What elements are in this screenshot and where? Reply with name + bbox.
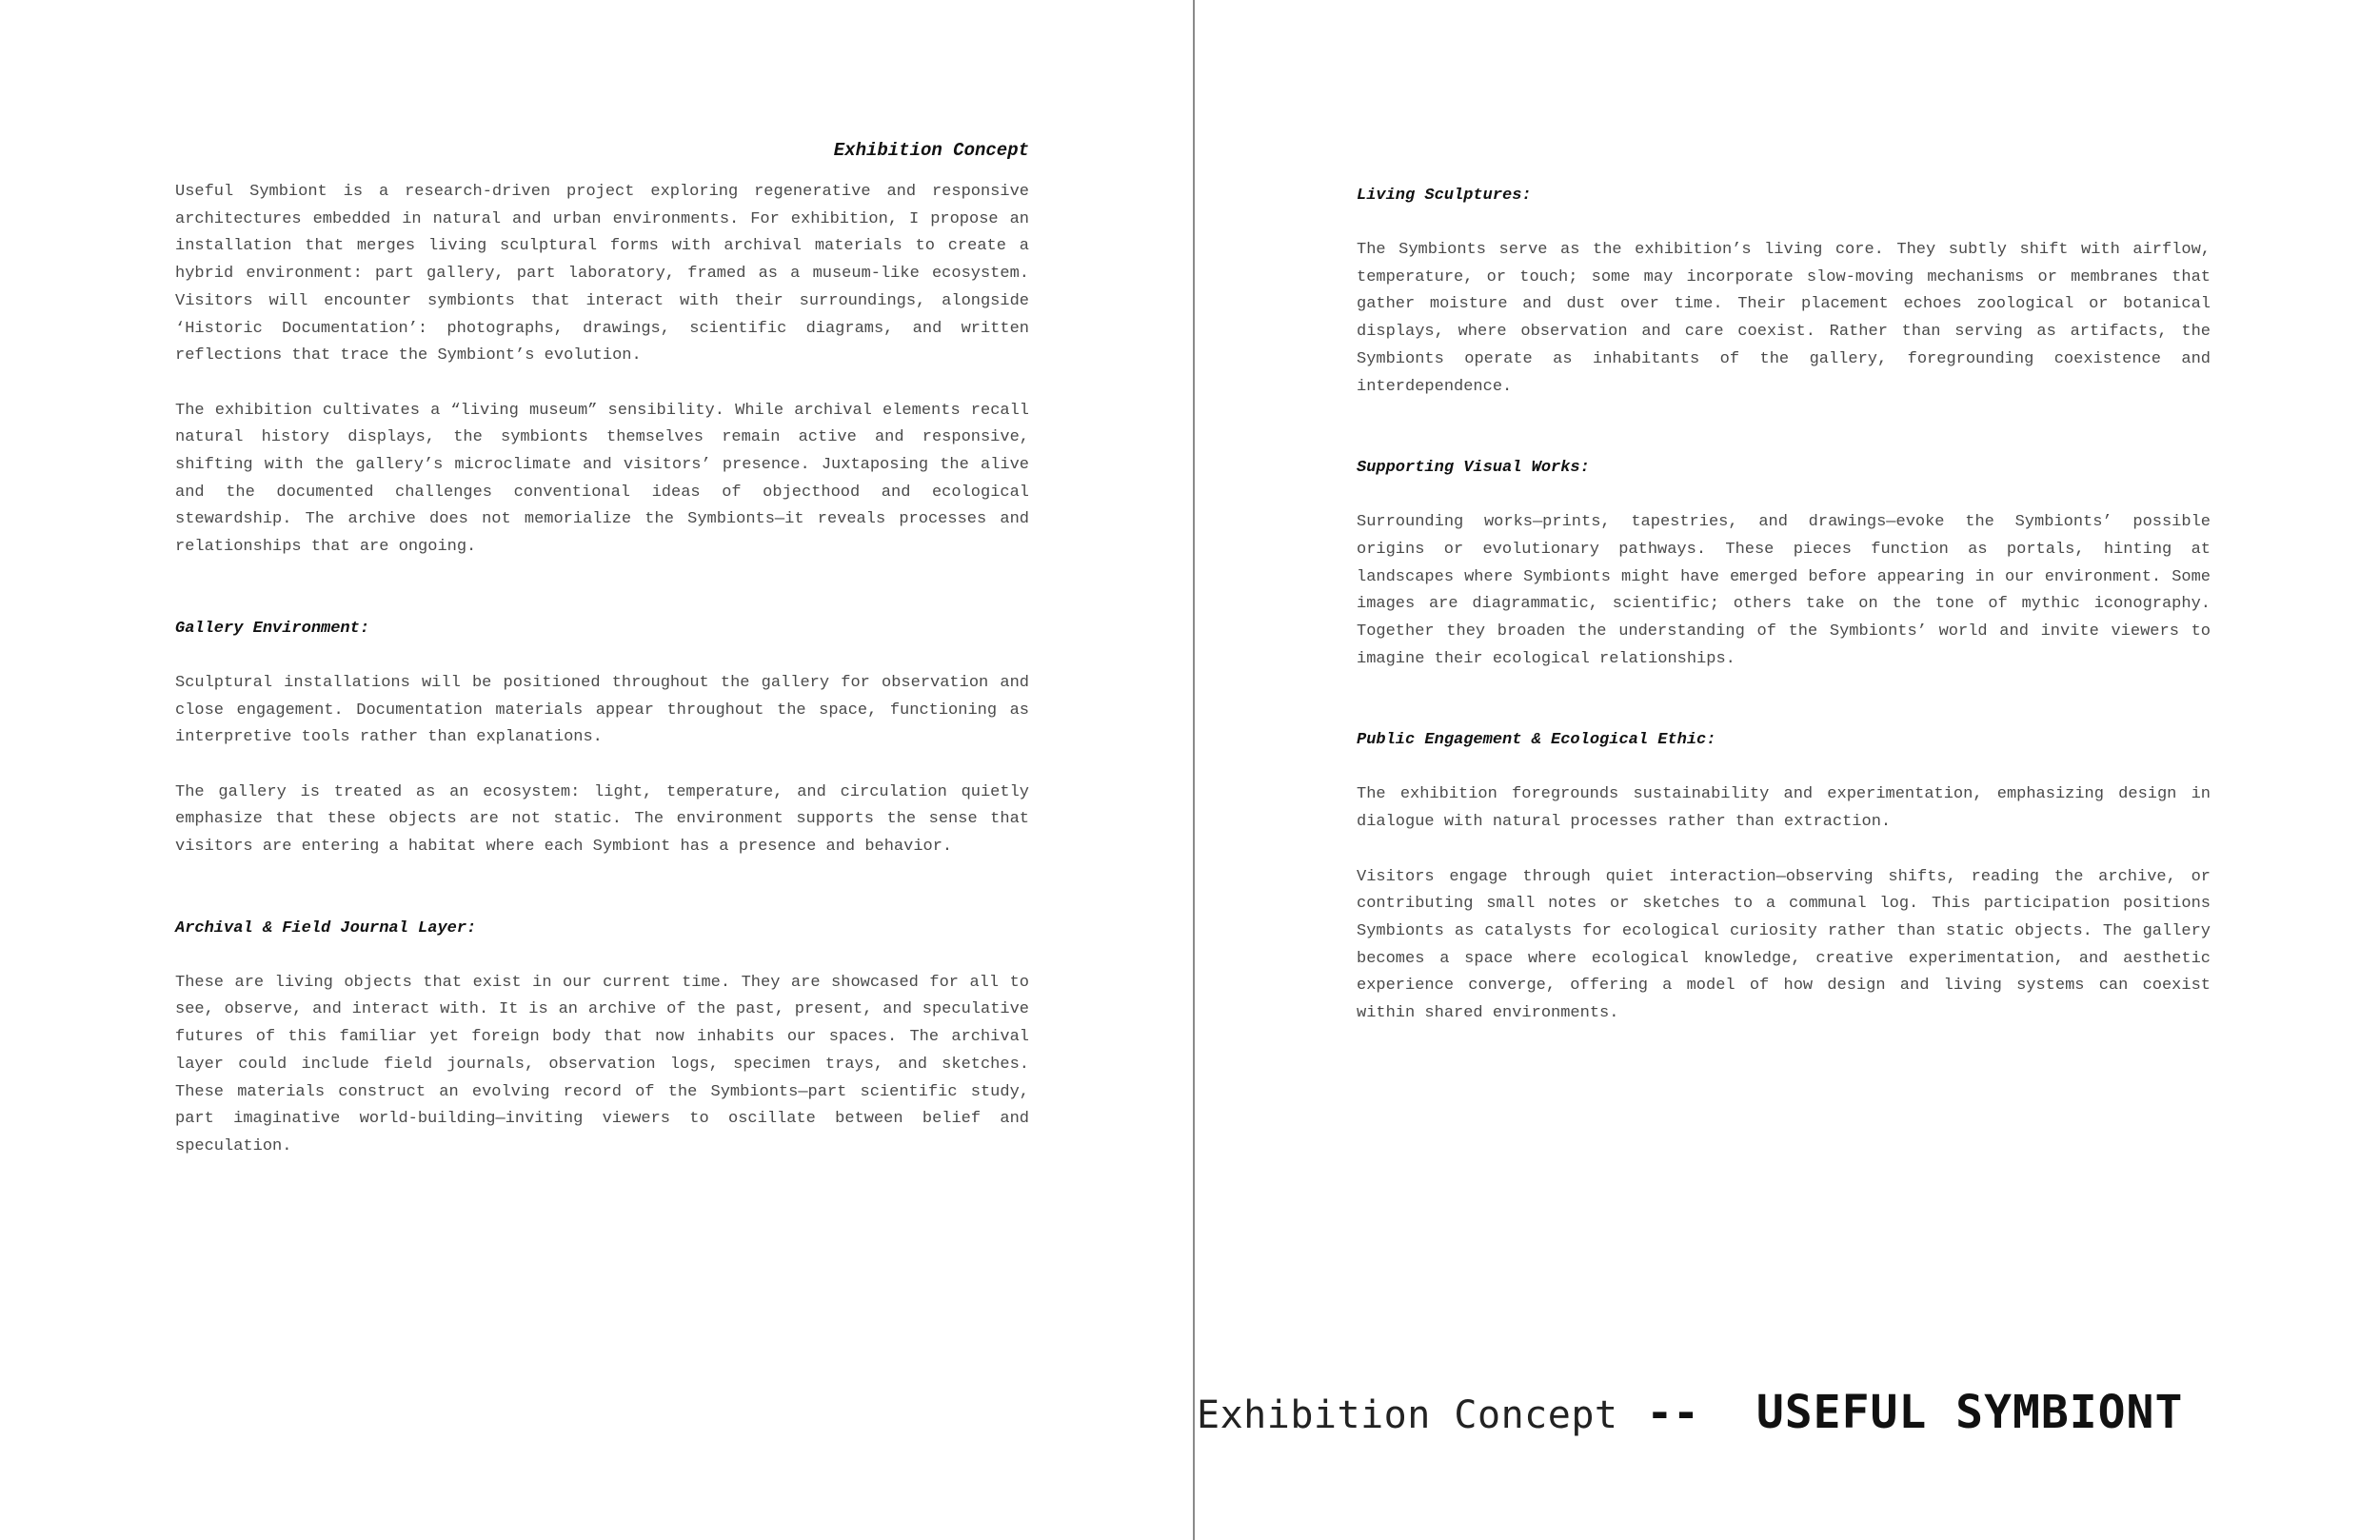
intro-paragraph: Useful Symbiont is a research-driven project exploring regenerative and responsive architectures embedded in natural and urban environments. For exhibition, I propose an installation that merges living sculptural forms with archival materials to create a hybrid environment: part gallery, part laboratory, framed as a museum-like ecosystem. Visitors will encounter symbionts that interact with their surroundings, alongside ‘Historic Documentation’: photographs, drawings, scientific diagrams, and written reflections that trace the Symbiont’s evolution. (175, 183, 1029, 365)
section-paragraph: These are living objects that exist in our current time. They are showcased for all to see, observe, and interact with. It is an archive of the past, present, and speculative futures of this familiar yet foreign body that now inhabits our spaces. The archival layer could include field journals, observation logs, specimen trays, and sketches. These materials construct an evolving record of the Symbionts—part scientific study, part imaginative world-building—inviting viewers to oscillate between belief and speculation. (175, 973, 1029, 1155)
intro-paragraph: The exhibition cultivates a “living museum” sensibility. While archival elements recall natural history displays, the symbionts themselves remain active and responsive, shifting with the gallery’s microclimate and visitors’ presence. Juxtaposing the alive and the documented challenges conventional ideas of objecthood and ecological stewardship. The archive does not memorialize the Symbionts—it reveals processes and relationships that are ongoing. (175, 401, 1029, 557)
living-sculptures-section (1357, 183, 2211, 401)
left-page (175, 137, 1029, 1161)
intro-section (175, 179, 1029, 562)
public-engagement-section (1357, 727, 2211, 1027)
footer-label: Exhibition Concept (1197, 1393, 1618, 1437)
footer-project-name: USEFUL SYMBIONT (1755, 1386, 2184, 1439)
section-paragraph: The Symbionts serve as the exhibition’s living core. They subtly shift with airflow, temperature, or touch; some may incorporate slow-moving mechanisms or membranes that gather moisture and dust over time. Their placement echoes zoological or botanical displays, where observation and care coexist. Rather than serving as artifacts, the Symbionts operate as inhabitants of the gallery, foregrounding coexistence and interdependence. (1357, 241, 2211, 396)
section-heading: Supporting Visual Works: (1357, 459, 1590, 478)
section-heading: Archival & Field Journal Layer: (175, 918, 477, 938)
section-paragraph: The gallery is treated as an ecosystem: light, temperature, and circulation quietly emphasize that these objects are not static. The environment supports the sense that visitors are entering a habitat where each Symbiont has a presence and behavior. (175, 782, 1029, 857)
footer-title (1197, 1386, 2183, 1452)
page-gutter-divider (1193, 0, 1195, 1540)
section-paragraph: The exhibition foregrounds sustainability and experimentation, emphasizing design in dialogue with natural processes rather than extraction. (1357, 785, 2211, 832)
supporting-works-section (1357, 455, 2211, 673)
gallery-environment-section (175, 616, 1029, 861)
footer-separator: -- (1646, 1387, 1699, 1438)
section-paragraph: Visitors engage through quiet interaction—observing shifts, reading the archive, or contributing small notes or sketches to a communal log. This participation positions Symbionts as catalysts for ecological curiosity rather than static objects. The gallery becomes a space where ecological knowledge, creative experimentation, and aesthetic experience converge, offering a model of how design and living systems can coexist within shared environments. (1357, 867, 2211, 1023)
right-page (1357, 183, 2211, 1028)
section-paragraph: Sculptural installations will be positioned throughout the gallery for observation and close engagement. Documentation materials appear throughout the space, functioning as interpretive tools rather than explanations. (175, 673, 1029, 747)
archival-layer-section (175, 916, 1029, 1161)
section-paragraph: Surrounding works—prints, tapestries, and drawings—evoke the Symbionts’ possible origins or evolutionary pathways. These pieces function as portals, hinting at landscapes where Symbionts might have emerged before appearing in our environment. Some images are diagrammatic, scientific; others take on the tone of mythic iconography. Together they broaden the understanding of the Symbionts’ world and invite viewers to imagine their ecological relationships. (1357, 513, 2211, 668)
section-heading: Public Engagement & Ecological Ethic: (1357, 731, 1716, 750)
section-heading: Gallery Environment: (175, 619, 370, 638)
document-title: Exhibition Concept (833, 140, 1029, 161)
section-heading: Living Sculptures: (1357, 187, 1532, 205)
